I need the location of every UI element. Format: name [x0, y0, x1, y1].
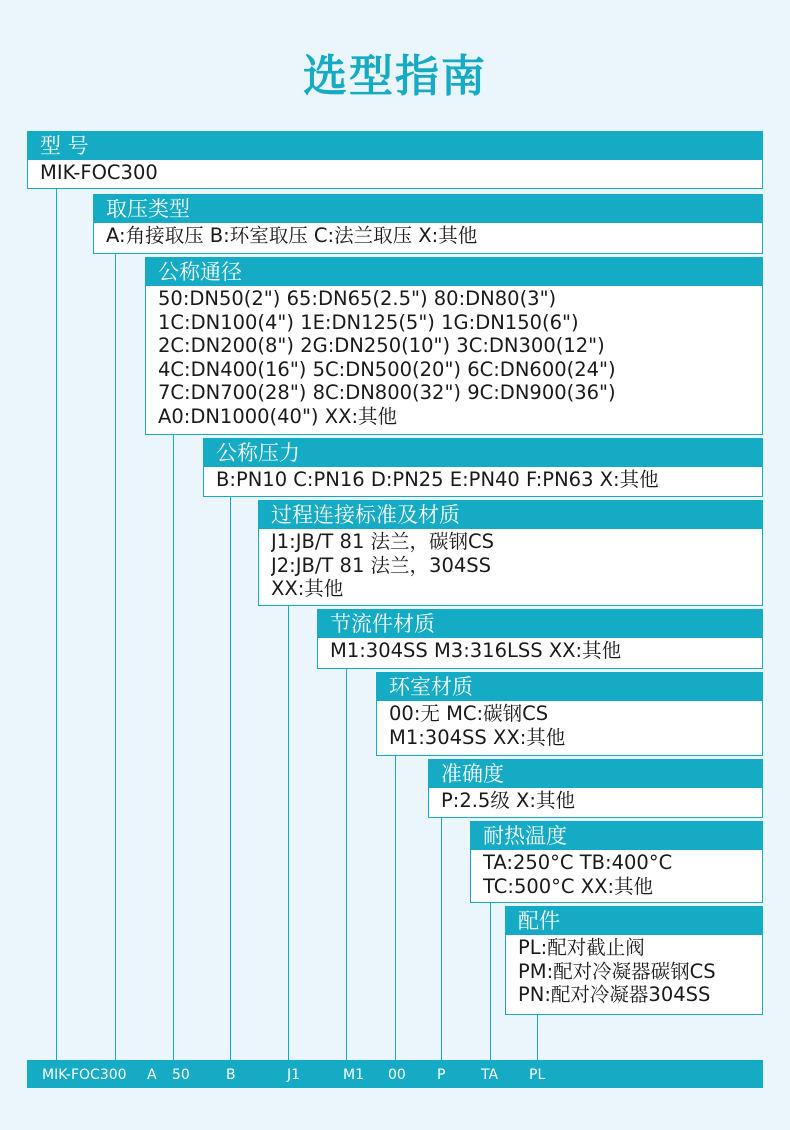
- connector-line: [288, 605, 289, 1060]
- section-accuracy: [428, 759, 763, 818]
- model-value: MIK-FOC300: [40, 161, 158, 184]
- option-line: A:角接取压 B:环室取压 C:法兰取压 X:其他: [106, 224, 478, 247]
- option-line: TC:500°C XX:其他: [483, 874, 654, 898]
- option-line: B:PN10 C:PN16 D:PN25 E:PN40 F:PN63 X:其他: [216, 468, 659, 491]
- option-line: PM:配对冷凝器碳钢CS: [518, 959, 716, 983]
- option-line: PN:配对冷凝器304SS: [518, 983, 711, 1006]
- option-line: P:2.5级 X:其他: [441, 789, 575, 812]
- connector-line: [230, 496, 231, 1060]
- page-title: 选型指南: [303, 51, 487, 102]
- section-header: 公称压力: [204, 439, 762, 467]
- connector-line: [115, 253, 116, 1060]
- code-segment: J1: [287, 1067, 301, 1083]
- section-header: 公称通径: [146, 258, 762, 286]
- option-line: 1C:DN100(4") 1E:DN125(5") 1G:DN150(6"): [158, 310, 579, 334]
- code-segment: PL: [529, 1067, 546, 1083]
- option-line: PL:配对截止阀: [518, 936, 645, 959]
- option-line: M1:304SS XX:其他: [389, 725, 566, 749]
- code-segment: TA: [481, 1067, 499, 1083]
- connector-line: [395, 755, 396, 1060]
- code-segment: 00: [388, 1067, 406, 1083]
- code-segment: MIK-FOC300: [42, 1067, 127, 1083]
- option-line: 4C:DN400(16") 5C:DN500(20") 6C:DN600(24"): [158, 357, 616, 381]
- code-segment: P: [437, 1067, 446, 1083]
- section-throttle-material: [317, 609, 763, 669]
- connector-line: [173, 434, 174, 1060]
- option-line: 50:DN50(2") 65:DN65(2.5") 80:DN80(3"): [158, 287, 557, 310]
- section-nominal-diameter: [145, 257, 763, 435]
- section-process-connection: [258, 500, 763, 606]
- section-pressure-tapping: [93, 194, 763, 254]
- section-header: 准确度: [429, 760, 762, 788]
- connector-line: [441, 817, 442, 1060]
- section-accessories: [505, 906, 763, 1015]
- section-header: 耐热温度: [471, 822, 762, 850]
- connector-line: [490, 902, 491, 1060]
- code-segment: M1: [343, 1067, 364, 1083]
- section-header: 配件: [506, 907, 762, 935]
- section-nominal-pressure: [203, 438, 763, 497]
- option-line: M1:304SS M3:316LSS XX:其他: [330, 639, 622, 662]
- connector-line: [537, 1014, 538, 1060]
- option-line: TA:250°C TB:400°C: [483, 851, 673, 874]
- section-header: 过程连接标准及材质: [259, 501, 762, 529]
- code-segment: A: [147, 1067, 157, 1083]
- section-header: 环室材质: [377, 673, 762, 701]
- connector-line: [56, 188, 57, 1060]
- option-line: A0:DN1000(40") XX:其他: [158, 404, 398, 428]
- section-header: 取压类型: [94, 195, 762, 223]
- model-header: 型 号: [28, 132, 762, 160]
- option-line: J1:JB/T 81 法兰，碳钢CS: [271, 530, 495, 553]
- option-line: 7C:DN700(28") 8C:DN800(32") 9C:DN900(36"): [158, 381, 616, 404]
- option-line: J2:JB/T 81 法兰，304SS: [271, 553, 492, 577]
- option-line: 2C:DN200(8") 2G:DN250(10") 3C:DN300(12"): [158, 334, 605, 357]
- option-line: 00:无 MC:碳钢CS: [389, 702, 549, 725]
- section-temperature: [470, 821, 763, 903]
- option-line: XX:其他: [271, 577, 344, 600]
- section-header: 节流件材质: [318, 610, 762, 638]
- model-box: [27, 131, 763, 189]
- section-ring-material: [376, 672, 763, 756]
- code-segment: 50: [172, 1067, 190, 1083]
- connector-line: [346, 668, 347, 1060]
- code-segment: B: [226, 1067, 236, 1083]
